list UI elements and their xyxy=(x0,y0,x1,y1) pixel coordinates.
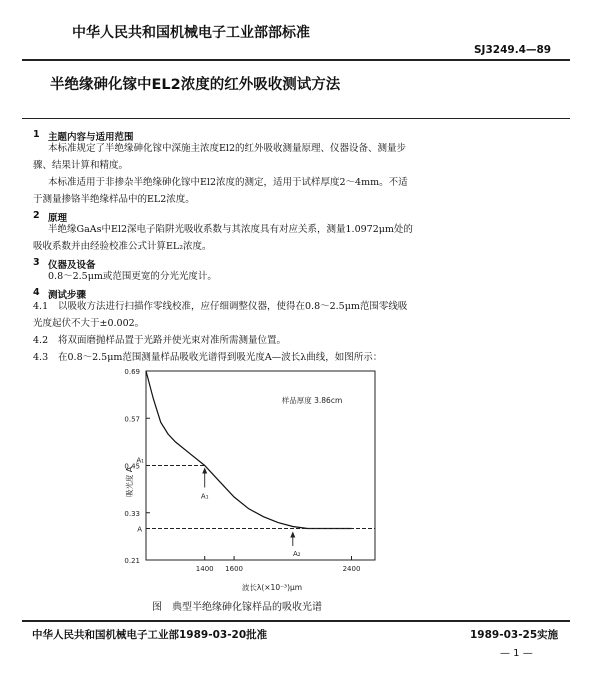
section-3-para1: 0.8～2.5μm或范围更宽的分光光度计。 xyxy=(48,271,217,282)
x-tick-label: 1400 xyxy=(195,565,214,573)
x-axis-label: 波长λ(×10⁻³)μm xyxy=(241,583,303,592)
step-4-2-text: 将双面磨抛样品置于光路并使光束对准所需测量位置。 xyxy=(58,335,287,346)
y-tick-label: 0.33 xyxy=(124,509,140,518)
section-3-heading: 仪器及设备 xyxy=(48,260,96,271)
section-1-para1-line2: 骤、结果计算和精度。 xyxy=(33,160,129,171)
a2-arrow-head xyxy=(290,532,295,538)
step-4-1-number: 4.1 xyxy=(33,301,49,312)
page-number: — 1 — xyxy=(500,648,533,659)
y-tick-label: 0.21 xyxy=(124,557,140,565)
approval-line: 中华人民共和国机械电子工业部1989-03-20批准 xyxy=(32,629,268,641)
step-4-2-number: 4.2 xyxy=(33,335,49,346)
x-tick-label: 1600 xyxy=(225,565,243,573)
section-4-number: 4 xyxy=(33,287,40,298)
standard-code: SJ3249.4—89 xyxy=(474,44,552,56)
y-tick-label: 0.69 xyxy=(124,368,140,376)
document-title: 半绝缘砷化镓中EL2浓度的红外吸收测试方法 xyxy=(50,77,341,93)
step-4-1-line1: 以吸收方法进行扫描作零线校准，应仔细调整仪器，使得在0.8～2.5μm范围零线吸 xyxy=(58,301,408,312)
absorption-curve xyxy=(146,371,352,529)
step-4-3-number: 4.3 xyxy=(33,352,49,363)
org-standard-header: 中华人民共和国机械电子工业部部标准 xyxy=(72,25,310,41)
section-1-number: 1 xyxy=(33,129,40,140)
y-tick-label: 0.45 xyxy=(124,462,140,471)
section-1-para2-line1: 本标准适用于非掺杂半绝缘砷化镓中El2浓度的测定，适用于试样厚度2～4mm。不适 xyxy=(48,177,408,188)
effective-date: 1989-03-25实施 xyxy=(470,629,559,641)
section-2-heading: 原理 xyxy=(48,213,68,224)
a-axis-marker: A xyxy=(137,525,142,534)
step-4-3-text: 在0.8～2.5μm范围测量样品吸收光谱得到吸光度A—波长λ曲线，如图所示： xyxy=(58,352,383,363)
a1-arrow-head xyxy=(202,468,207,474)
a1-axis-marker: A₁ xyxy=(136,456,144,465)
section-2-number: 2 xyxy=(33,210,40,221)
a1-curve-marker: A₁ xyxy=(200,492,209,501)
section-1-para2-line2: 于测量掺铬半绝缘样品中的EL2浓度。 xyxy=(33,194,195,205)
section-2-para1-line2: 吸收系数并由经验校准公式计算EL₂浓度。 xyxy=(33,241,212,252)
x-tick-label: 2400 xyxy=(342,565,361,573)
section-3-number: 3 xyxy=(33,257,40,268)
section-2-para1-line1: 半绝缘GaAs中El2深电子陷阱光吸收系数与其浓度具有对应关系，测量1.0972μm处的 xyxy=(48,224,413,235)
section-1-para1-line1: 本标准规定了半绝缘砷化镓中深施主浓度El2的红外吸收测量原理、仪器设备、测量步 xyxy=(48,143,407,154)
y-axis-label: 吸光度 A xyxy=(125,466,134,498)
sample-thickness-label: 样品厚度 3.86cm xyxy=(281,396,343,405)
a2-curve-marker: A₂ xyxy=(292,550,301,558)
section-4-heading: 测试步骤 xyxy=(48,290,87,301)
figure-caption: 图 典型半绝缘砷化镓样品的吸收光谱 xyxy=(152,602,322,613)
footer-rule xyxy=(22,620,570,622)
section-1-heading: 主题内容与适用范围 xyxy=(48,132,134,143)
y-tick-label: 0.57 xyxy=(124,415,140,424)
step-4-1-line2: 光度起伏不大于±0.002。 xyxy=(33,318,145,329)
